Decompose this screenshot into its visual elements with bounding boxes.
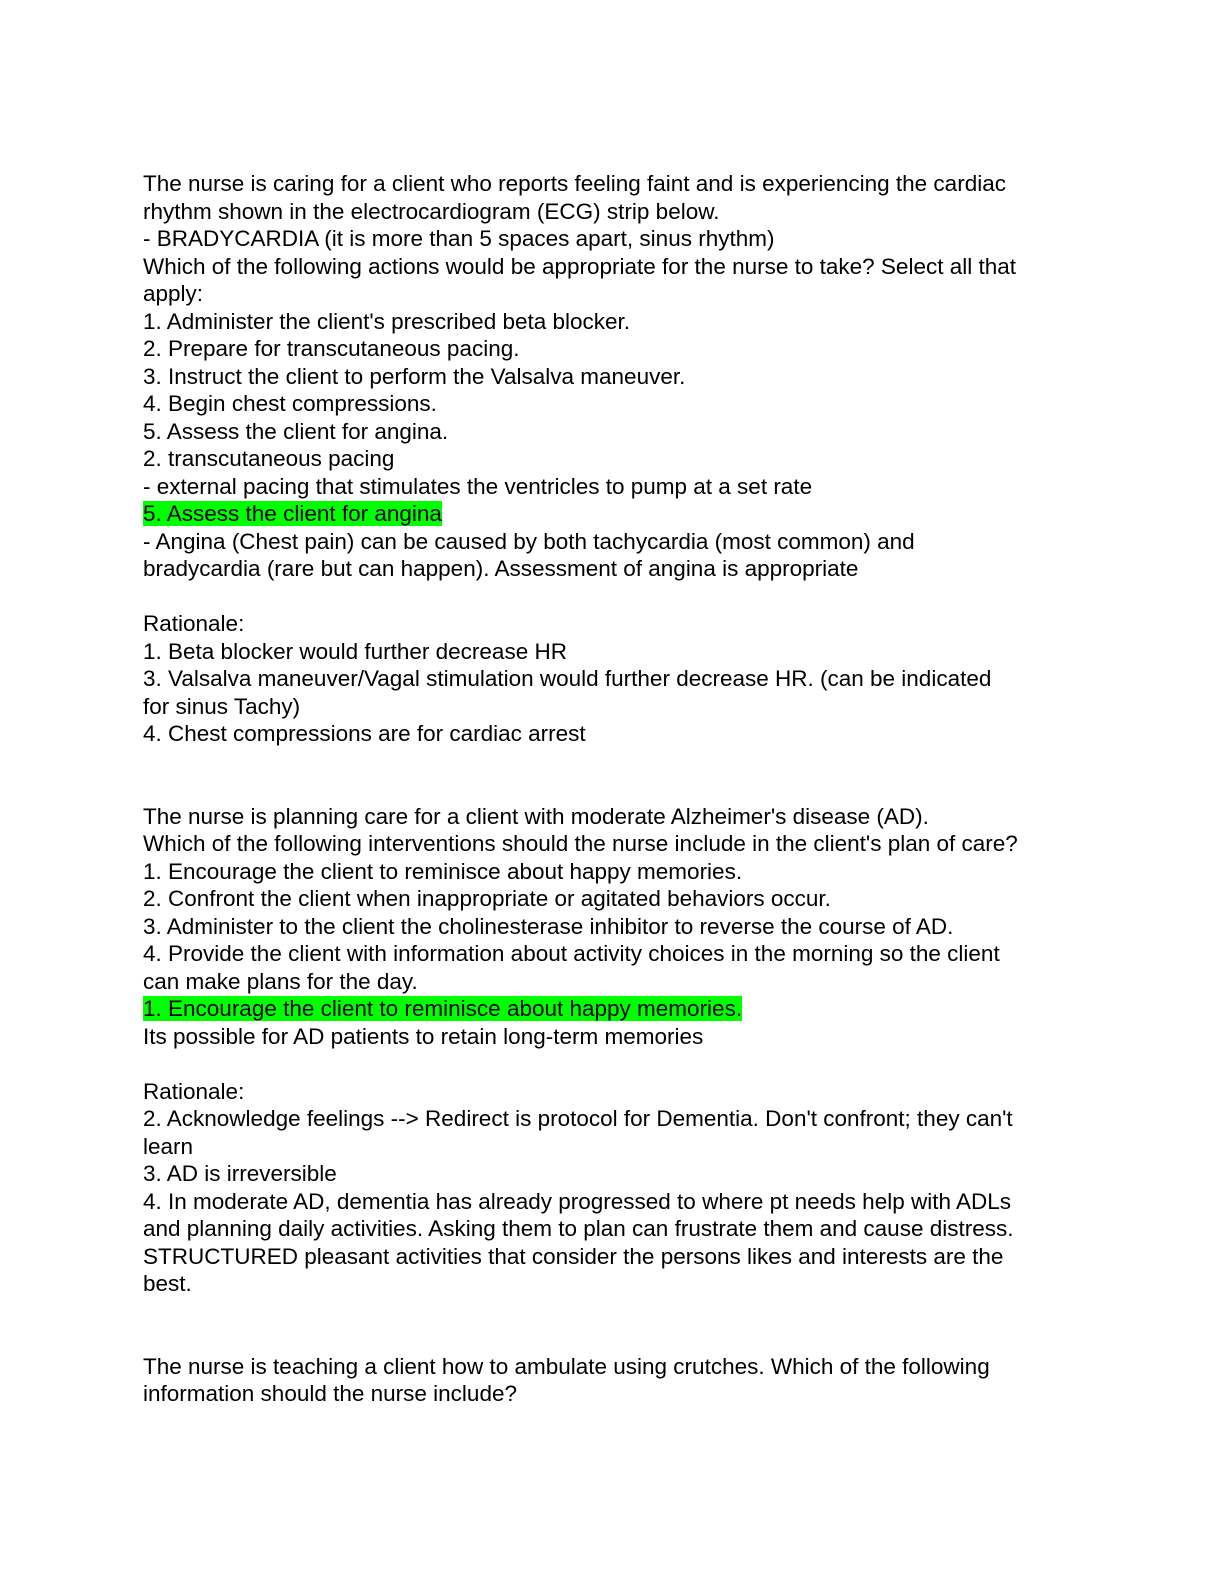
rationale-item: best.: [143, 1271, 192, 1296]
option-item: 3. Administer to the client the cholinesterase inhibitor to reverse the course of AD.: [143, 913, 954, 939]
answer-note: - external pacing that stimulates the ventricles to pump at a set rate: [143, 473, 813, 499]
question-2-answer: [143, 995, 1083, 1050]
rationale-item: for sinus Tachy): [143, 693, 301, 719]
option-item: can make plans for the day.: [143, 968, 418, 994]
stem-line: The nurse is caring for a client who reports feeling faint and is experiencing the cardiac: [143, 171, 1006, 196]
question-2: [143, 803, 1083, 1298]
stem-line: Which of the following interventions should the nurse include in the client's plan of care?: [143, 831, 1018, 856]
question-2-rationale: [143, 1078, 1083, 1298]
option-item: 4. Begin chest compressions.: [143, 391, 437, 416]
rationale-item: 1. Beta blocker would further decrease HR: [143, 638, 567, 664]
question-3: [143, 1353, 1083, 1408]
answer-note: bradycardia (rare but can happen). Assessment of angina is appropriate: [143, 556, 859, 581]
rationale-item: 3. AD is irreversible: [143, 1161, 337, 1186]
question-1: [143, 170, 1083, 748]
stem-line: - BRADYCARDIA (it is more than 5 spaces apart, sinus rhythm): [143, 226, 775, 251]
rationale-item: 4. In moderate AD, dementia has already progressed to where pt needs help with ADLs: [143, 1188, 1012, 1214]
stem-line: rhythm shown in the electrocardiogram (ECG) strip below.: [143, 198, 720, 224]
rationale-label: Rationale:: [143, 1078, 245, 1104]
option-item: 4. Provide the client with information about activity choices in the morning so the client: [143, 941, 1000, 966]
rationale-item: 2. Acknowledge feelings --> Redirect is protocol for Dementia. Don't confront; they can't: [143, 1106, 1013, 1131]
highlighted-answer: 5. Assess the client for angina: [143, 501, 442, 526]
question-2-stem: [143, 803, 1083, 858]
question-2-options: [143, 858, 1083, 996]
question-1-rationale: [143, 610, 1083, 748]
rationale-item: STRUCTURED pleasant activities that consider the persons likes and interests are the: [143, 1243, 1004, 1269]
option-item: 1. Administer the client's prescribed beta blocker.: [143, 308, 631, 334]
document-page: [143, 170, 1083, 1408]
rationale-label: Rationale:: [143, 611, 245, 636]
stem-line: apply:: [143, 281, 204, 306]
option-item: 3. Instruct the client to perform the Valsalva maneuver.: [143, 363, 686, 389]
stem-line: Which of the following actions would be appropriate for the nurse to take? Select all that: [143, 253, 1017, 279]
answer-note: - Angina (Chest pain) can be caused by both tachycardia (most common) and: [143, 528, 915, 554]
option-item: 5. Assess the client for angina.: [143, 418, 449, 444]
rationale-item: learn: [143, 1133, 194, 1159]
question-1-stem: [143, 170, 1083, 308]
answer-note: 2. transcutaneous pacing: [143, 446, 395, 471]
option-item: 2. Confront the client when inappropriate or agitated behaviors occur.: [143, 886, 831, 911]
rationale-item: 3. Valsalva maneuver/Vagal stimulation would further decrease HR. (can be indicated: [143, 666, 992, 691]
rationale-item: 4. Chest compressions are for cardiac arrest: [143, 721, 586, 746]
stem-line: The nurse is teaching a client how to ambulate using crutches. Which of the following: [143, 1353, 990, 1379]
stem-line: The nurse is planning care for a client with moderate Alzheimer's disease (AD).: [143, 803, 929, 829]
question-3-stem: [143, 1353, 1083, 1408]
option-item: 1. Encourage the client to reminisce about happy memories.: [143, 858, 743, 884]
question-1-options: [143, 308, 1083, 446]
question-1-answer: [143, 445, 1083, 583]
answer-note: Its possible for AD patients to retain long-term memories: [143, 1023, 704, 1049]
rationale-item: and planning daily activities. Asking them to plan can frustrate them and cause distress.: [143, 1216, 1014, 1241]
option-item: 2. Prepare for transcutaneous pacing.: [143, 336, 520, 361]
highlighted-answer: 1. Encourage the client to reminisce about happy memories.: [143, 996, 743, 1021]
stem-line: information should the nurse include?: [143, 1381, 517, 1406]
